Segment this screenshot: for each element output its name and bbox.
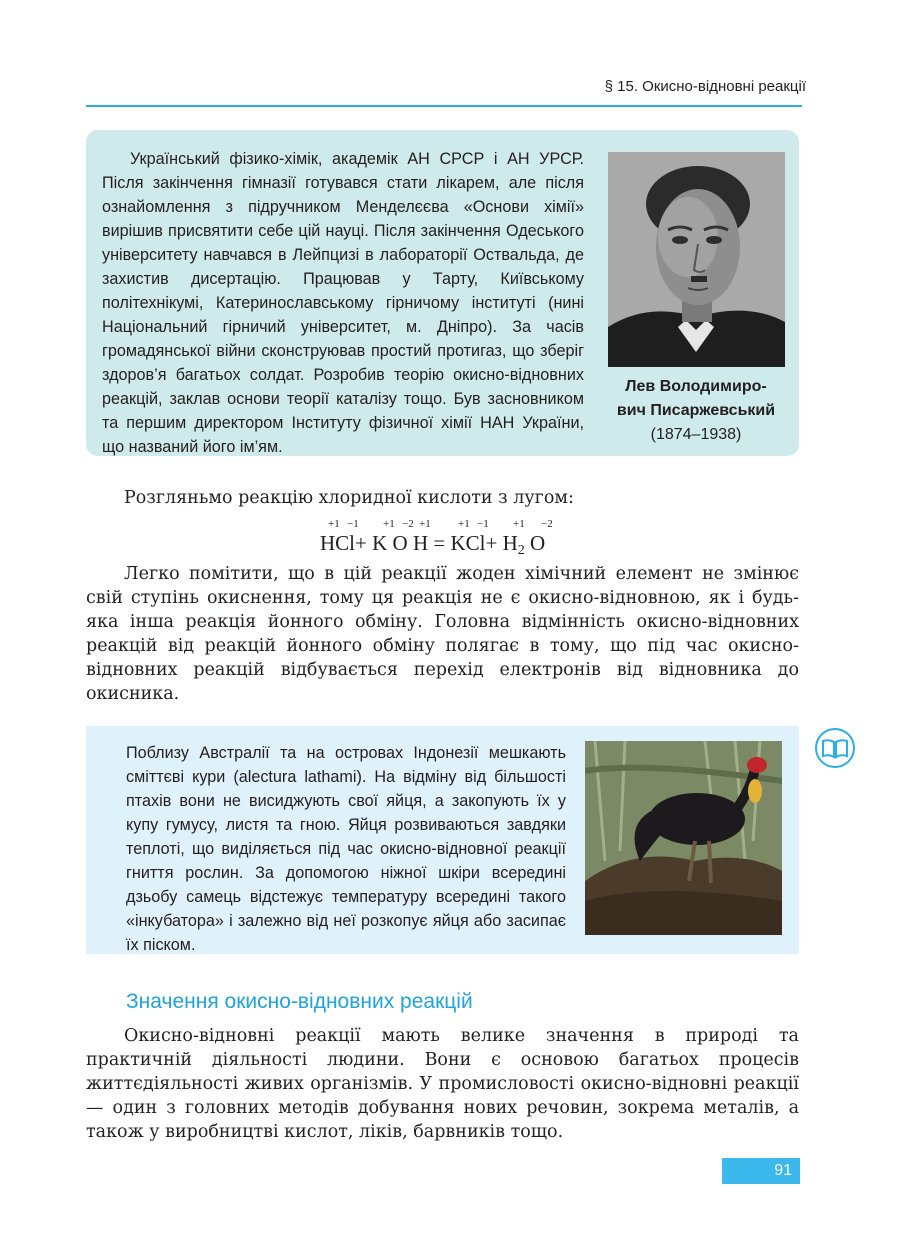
portrait-caption xyxy=(596,375,796,447)
ox-state: −2 xyxy=(541,518,553,530)
reaction-equation xyxy=(320,518,620,563)
caption-name-line-1: Лев Володимиро- xyxy=(625,378,767,395)
open-book-icon xyxy=(815,728,855,768)
ox-state: +1 xyxy=(328,518,340,530)
intro-line: Розгляньмо реакцію хлоридної кислоти з лугом: xyxy=(124,488,574,508)
eq-symbol: K xyxy=(450,531,466,555)
ox-state: +1 xyxy=(513,518,525,530)
eq-symbol: H xyxy=(320,531,336,555)
eq-symbol: H xyxy=(502,531,518,555)
info-text: Поблизу Австралії та на островах Індонезії мешкають сміттєві кури (alectura lathami). На відміну від більшості птахів вони не висиджують свої яйця, а закопують їх у купу гумусу, листя та гною. Яйця розвиваються завдяки теплоті, що виділяється під час окисно-відновної реакції гниття рослин. За допомогою ніжної шкіри всередині дзьобу самець відстежує температуру всередині такого «інкубатора» і залежно від неї розкопує яйця або засипає їх піском. xyxy=(126,744,566,954)
section-heading: Значення окисно-відновних реакцій xyxy=(126,990,473,1013)
oxidation-states-row xyxy=(320,518,620,531)
eq-symbol: Cl xyxy=(465,531,486,555)
brush-turkey-photo xyxy=(585,741,782,935)
biography-paragraph: Український фізико-хімік, академік АН СРСР і АН УРСР. Після закінчення гімназії готувався стати лікарем, але після ознайомлення з підручником Менделєєва «Основи хімії» вирішив присвятити себе цій науці. Після закінчення Одеського університету навчався в Лейпцизі в лабораторії Оствальда, де захистив дисертацію. Працював у Тарту, Київському політехнікумі, Катеринославському гірничому інституті (нині Національний гірничий університет, м. Дніпро). За часів громадянської війни сконструював простий протигаз, що зберіг здоров’я багатьох солдат. Розробив теорію окисно-відновних реакцій, заклав основи теорії каталізу тощо. Був засновником та першим директором Інституту фізичної хімії НАН України, що названий його ім’ям. xyxy=(102,150,584,456)
caption-name-line-2: вич Писаржевський xyxy=(616,402,776,419)
bird-image xyxy=(585,741,782,935)
eq-symbol: H xyxy=(412,531,429,555)
ox-state: −2 xyxy=(402,518,414,530)
portrait-image xyxy=(608,152,785,367)
eq-symbol: Cl xyxy=(335,531,356,555)
eq-operator: = xyxy=(433,531,446,555)
header-rule xyxy=(86,105,802,107)
ox-state: +1 xyxy=(458,518,470,530)
portrait-photo xyxy=(608,152,785,367)
ox-state: −1 xyxy=(477,518,489,530)
biography-text xyxy=(102,147,584,459)
eq-symbol: K xyxy=(372,531,388,555)
open-book-glyph xyxy=(817,730,853,766)
ox-state: +1 xyxy=(383,518,395,530)
ox-state: −1 xyxy=(347,518,359,530)
eq-symbol: O xyxy=(392,531,408,555)
eq-symbol: O xyxy=(530,531,546,555)
equation-formula xyxy=(320,531,620,563)
eq-operator: + xyxy=(355,531,367,555)
ox-state: +1 xyxy=(419,518,431,530)
paragraph-ion-exchange: Легко помітити, що в цій реакції жоден хімічний елемент не змінює свій ступінь окиснення, тому ця реакція не є окисно-відновною, як і будь-яка інша реакція йонного обміну. Головна відмінність окисно-відновних реакцій від реакцій йонного обміну полягає в тому, що під час окисно-відновних реакцій відбувається перехід електронів від відновника до окисника. xyxy=(86,564,799,704)
eq-operator: + xyxy=(485,531,498,555)
paragraph-significance: Окисно-відновні реакції мають велике значення в природі та практичній діяльності людини. Вони є основою багатьох процесів життєдіяльності живих організмів. У промисловості окисно-відновні реакції — один з головних методів добування нових речовин, зокрема металів, а також у виробництві кислот, ліків, барвників тощо. xyxy=(86,1026,799,1142)
caption-years: (1874–1938) xyxy=(650,426,742,443)
eq-subscript: 2 xyxy=(517,543,525,558)
page-number: 91 xyxy=(722,1158,800,1184)
running-header: § 15. Окисно-відновні реакції xyxy=(604,78,806,95)
